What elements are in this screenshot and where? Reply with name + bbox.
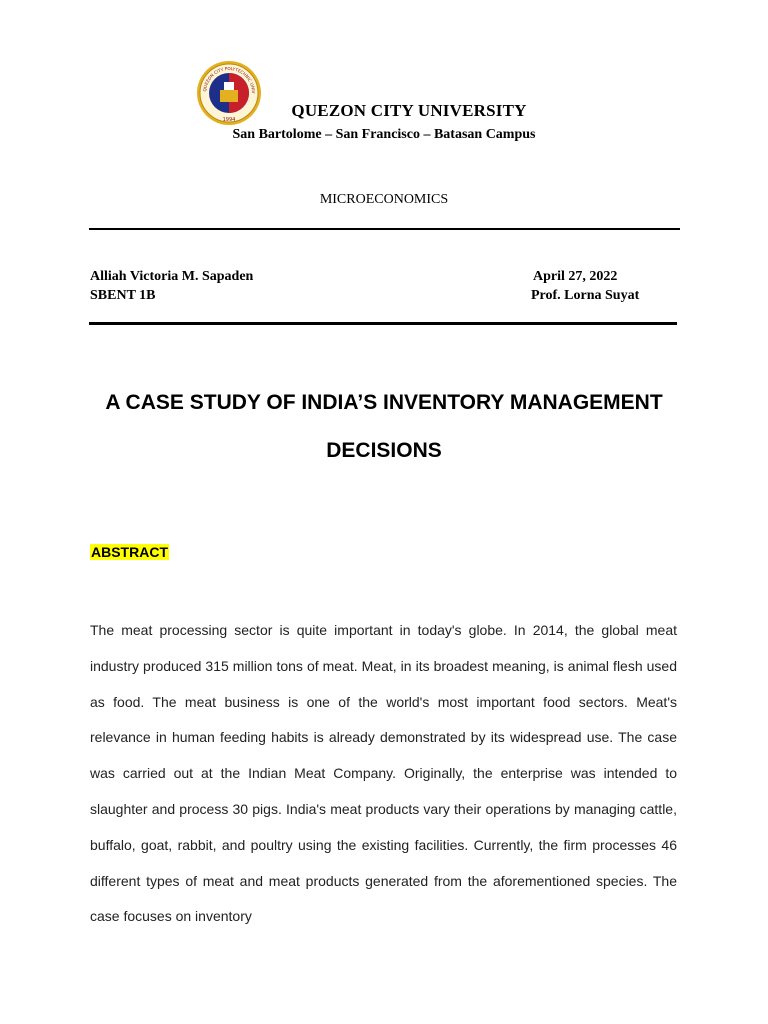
author-name: Alliah Victoria M. Sapaden: [90, 269, 254, 284]
campus-name: San Bartolome – San Francisco – Batasan Campus: [232, 127, 536, 142]
abstract-paragraph: The meat processing sector is quite important in today's globe. In 2014, the global meat industry produced 315 million tons of meat. Meat, in its broadest meaning, is animal flesh used as food. The meat business is one of the world's most important food sectors. Meat's relevance in human feeding habits is already demonstrated by its widespread use. The case was carried out at the Indian Meat Company. Originally, the enterprise was intended to slaughter and process 30 pigs. India's meat products vary their operations by managing cattle, buffalo, goat, rabbit, and poultry using the existing facilities. Currently, the firm processes 46 different types of meat and meat products generated from the aforementioned species. The case focuses on inventory: [90, 622, 677, 925]
section-label: SBENT 1B: [90, 288, 156, 303]
svg-text:QUEZON CITY POLYTECHNIC UNIVER: QUEZON CITY POLYTECHNIC UNIV: [202, 65, 257, 94]
subject-title: MICROECONOMICS: [319, 192, 449, 207]
professor-name: Prof. Lorna Suyat: [531, 288, 640, 303]
document-date: April 27, 2022: [533, 269, 618, 284]
title-line-2: DECISIONS: [326, 439, 442, 462]
bottom-divider: [89, 322, 677, 325]
svg-text:1994: 1994: [222, 117, 236, 123]
document-title: [0, 379, 768, 475]
university-name: QUEZON CITY UNIVERSITY: [291, 101, 527, 120]
title-line-1: A CASE STUDY OF INDIA’S INVENTORY MANAGEMENT: [105, 391, 663, 414]
top-divider: [89, 228, 680, 230]
abstract-heading: ABSTRACT: [91, 544, 168, 560]
